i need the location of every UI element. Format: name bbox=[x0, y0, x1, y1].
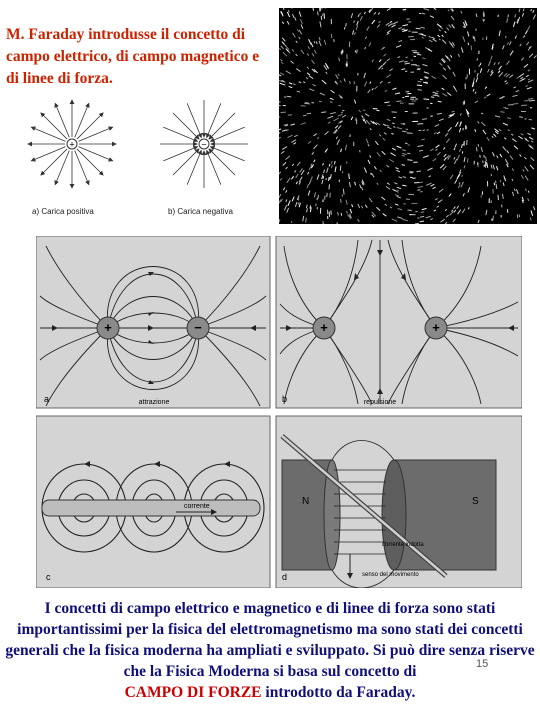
field-line bbox=[77, 113, 103, 139]
field-line bbox=[207, 103, 221, 137]
iron-filing bbox=[476, 147, 477, 151]
positive-charge-sign: + bbox=[69, 139, 75, 150]
iron-filing bbox=[464, 141, 465, 145]
iron-filing bbox=[323, 176, 324, 179]
panel-a-caption: attrazione bbox=[138, 399, 170, 406]
field-line bbox=[75, 103, 89, 137]
panel-d-induced-current-label: corrente indotta bbox=[382, 542, 424, 548]
iron-filing bbox=[341, 112, 343, 113]
iron-filing bbox=[508, 14, 509, 17]
iron-filing bbox=[318, 195, 319, 199]
iron-filing bbox=[480, 63, 481, 65]
caption-highlight: CAMPO DI FORZE bbox=[124, 684, 262, 701]
iron-filing bbox=[304, 103, 310, 104]
field-line bbox=[77, 149, 103, 175]
iron-filing bbox=[306, 218, 307, 223]
field-line bbox=[210, 127, 244, 141]
caption-text: I concetti di campo elettrico e magnetico e di linee di forza sono stati importantissimi per la fisica del elettromagnetismo ma sono stati dei concetti generali che la fisica moderna ha ampliati e sviluppato. Si può dire senza riserve che la Fisica Moderna si basa sul concetto di bbox=[5, 600, 535, 680]
field-line bbox=[207, 150, 221, 184]
iron-filing bbox=[396, 101, 401, 102]
iron-filing bbox=[406, 199, 410, 200]
iron-filing bbox=[331, 34, 332, 38]
panel-d-north-pole: N bbox=[302, 496, 310, 507]
iron-filing bbox=[407, 160, 412, 161]
field-line bbox=[209, 113, 235, 139]
panel-c-letter: c bbox=[46, 572, 51, 582]
field-line bbox=[209, 149, 235, 175]
iron-filing bbox=[393, 127, 395, 128]
field-line bbox=[163, 147, 197, 161]
iron-filing bbox=[471, 45, 472, 50]
iron-filing bbox=[416, 28, 421, 29]
field-line bbox=[173, 113, 199, 139]
panel-c-current-label: corrente bbox=[184, 503, 210, 510]
iron-filing bbox=[319, 101, 322, 102]
iron-filing bbox=[481, 113, 483, 114]
iron-filing bbox=[519, 117, 523, 118]
slide-title: M. Faraday introdusse il concetto di campo elettrico, di campo magnetico e di linee di forza. bbox=[6, 26, 260, 87]
iron-filing bbox=[431, 97, 434, 98]
iron-filing bbox=[467, 158, 468, 162]
iron-filing bbox=[404, 61, 408, 62]
iron-filing bbox=[330, 102, 333, 103]
iron-filing bbox=[420, 79, 423, 80]
iron-filing bbox=[474, 37, 475, 42]
iron-filing bbox=[329, 184, 330, 189]
iron-filing bbox=[502, 96, 504, 97]
iron-filing bbox=[357, 50, 358, 54]
iron-filing bbox=[392, 123, 395, 124]
iron-filing bbox=[349, 174, 350, 179]
panel-b-positive-sign-right: + bbox=[432, 320, 440, 335]
iron-filing bbox=[427, 130, 429, 131]
iron-filing bbox=[418, 81, 422, 82]
caption-tail: introdotto da Faraday. bbox=[265, 684, 416, 701]
iron-filing bbox=[354, 21, 355, 23]
iron-filing bbox=[464, 101, 465, 104]
body-caption bbox=[4, 598, 536, 703]
iron-filing bbox=[291, 221, 292, 223]
point-charges-diagram bbox=[4, 96, 270, 222]
panel-d-motion-label: senso del movimento bbox=[362, 572, 419, 578]
field-line bbox=[41, 149, 67, 175]
iron-filing bbox=[416, 171, 421, 172]
field-line bbox=[78, 127, 112, 141]
iron-filing bbox=[478, 144, 479, 146]
field-line bbox=[55, 150, 69, 184]
iron-filing bbox=[479, 65, 480, 67]
field-line bbox=[163, 127, 197, 141]
iron-filing bbox=[423, 99, 429, 100]
field-lines-figure bbox=[36, 236, 522, 588]
iron-filing bbox=[407, 133, 413, 134]
panel-b-positive-sign-left: + bbox=[320, 320, 328, 335]
panel-a-letter: a bbox=[44, 394, 50, 404]
iron-filing bbox=[524, 100, 528, 101]
field-line bbox=[31, 147, 65, 161]
negative-charge-sign: − bbox=[201, 139, 207, 150]
iron-filing bbox=[417, 124, 423, 125]
iron-filing bbox=[341, 199, 342, 203]
iron-filing bbox=[493, 216, 494, 221]
iron-filing bbox=[422, 37, 424, 38]
iron-filing bbox=[343, 189, 344, 195]
iron-filing bbox=[417, 85, 422, 86]
iron-filing bbox=[500, 180, 501, 182]
panel-b-repulsion bbox=[276, 236, 522, 408]
iron-filing bbox=[338, 212, 339, 215]
iron-filing bbox=[417, 54, 421, 55]
field-line bbox=[187, 103, 201, 137]
panel-a-attraction bbox=[36, 236, 270, 408]
iron-filing bbox=[503, 194, 504, 199]
field-line bbox=[75, 150, 89, 184]
iron-filing bbox=[517, 214, 518, 218]
iron-filing bbox=[421, 34, 424, 35]
negative-charge-label: b) Carica negativa bbox=[168, 207, 233, 216]
iron-filing bbox=[529, 100, 535, 101]
iron-filing bbox=[321, 16, 322, 20]
panel-d-letter: d bbox=[282, 572, 288, 582]
iron-filing bbox=[423, 130, 425, 131]
panel-d-induction bbox=[276, 416, 522, 588]
iron-filing bbox=[484, 155, 485, 157]
field-line bbox=[41, 113, 67, 139]
panel-b-letter: b bbox=[282, 394, 288, 404]
iron-filing bbox=[420, 191, 422, 192]
iron-filing bbox=[318, 11, 319, 15]
iron-filing bbox=[418, 68, 421, 69]
field-line bbox=[78, 147, 112, 161]
iron-filing bbox=[321, 112, 326, 113]
iron-filing bbox=[346, 23, 347, 26]
field-line bbox=[210, 147, 244, 161]
iron-filing bbox=[422, 119, 427, 120]
panel-a-positive-sign: + bbox=[104, 320, 112, 335]
panel-a-negative-sign: − bbox=[194, 320, 202, 335]
field-line bbox=[55, 103, 69, 137]
page-number: 15 bbox=[476, 658, 489, 670]
positive-charge-label: a) Carica positiva bbox=[32, 207, 94, 216]
panel-d-south-pole: S bbox=[472, 496, 479, 507]
panel-b-caption: repulsione bbox=[363, 399, 397, 406]
iron-filing bbox=[496, 184, 497, 189]
iron-filing bbox=[468, 43, 469, 45]
iron-filing bbox=[303, 115, 307, 116]
iron-filing bbox=[341, 213, 342, 216]
iron-filing bbox=[330, 177, 331, 180]
iron-filing bbox=[348, 215, 349, 217]
iron-filing bbox=[340, 165, 341, 170]
iron-filing bbox=[462, 175, 463, 177]
field-line bbox=[187, 150, 201, 184]
iron-filing bbox=[307, 113, 311, 114]
iron-filing bbox=[310, 205, 311, 208]
iron-filing bbox=[355, 32, 356, 34]
field-line bbox=[31, 127, 65, 141]
iron-filing bbox=[529, 119, 532, 120]
iron-filings-photo bbox=[279, 8, 537, 224]
field-line bbox=[173, 149, 199, 175]
panel-c-current-wire bbox=[36, 416, 270, 588]
